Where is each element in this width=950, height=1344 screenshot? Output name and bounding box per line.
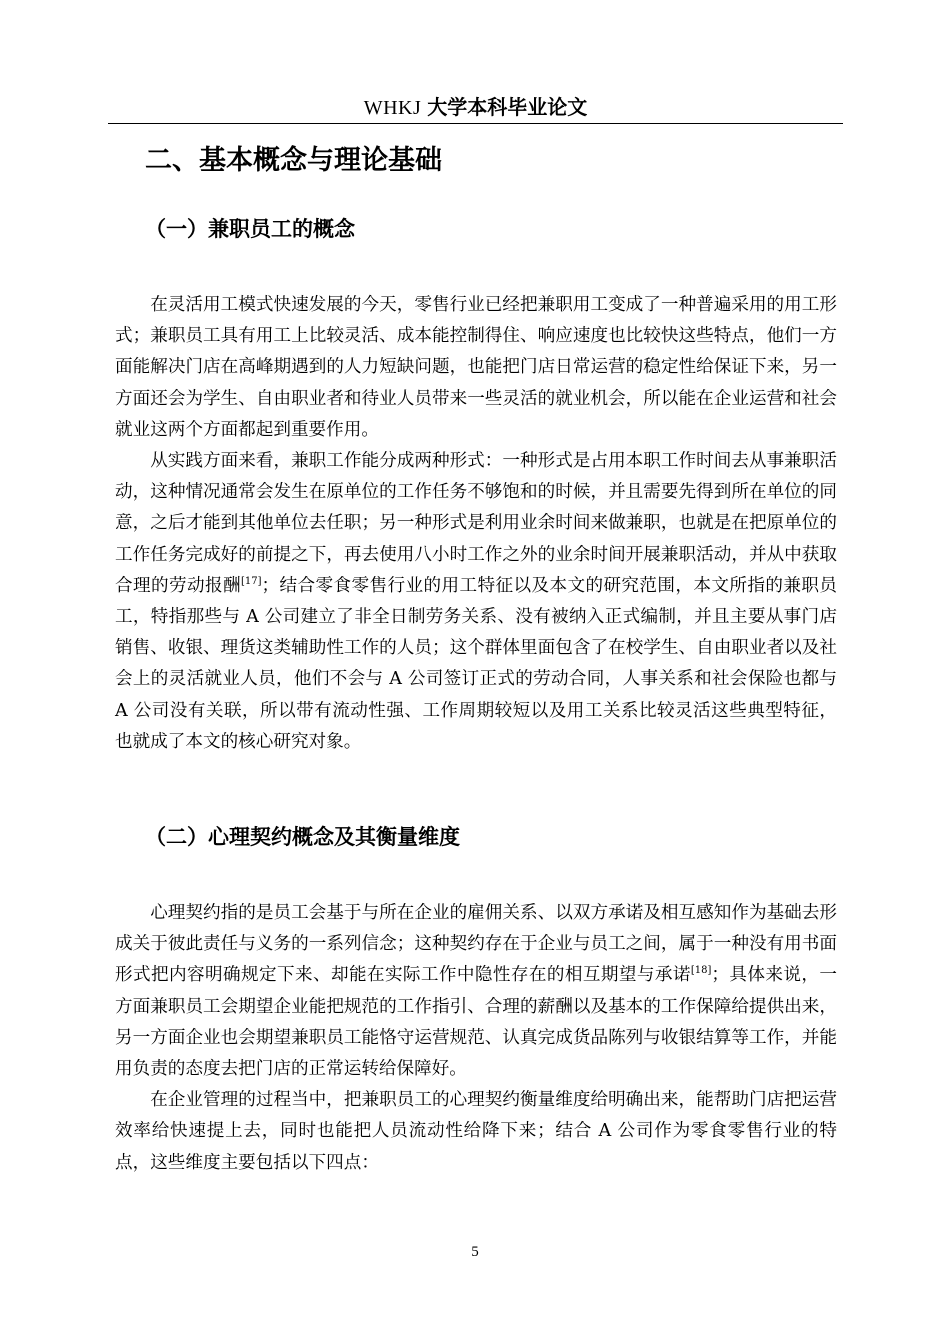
chapter-title: 二、基本概念与理论基础 [145, 145, 442, 176]
header-divider [108, 123, 843, 124]
section2-body [115, 898, 837, 1179]
section-heading-psychological-contract: （二）心理契约概念及其衡量维度 [145, 825, 460, 849]
section1-body [115, 290, 837, 758]
header-thesis-title: 大学本科毕业论文 [427, 95, 588, 119]
paragraph-text: 从实践方面来看，兼职工作能分成两种形式：一种形式是占用本职工作时间去从事兼职活动，这种情况通常会发生在原单位的工作任务不够饱和的时候，并且需要先得到所在单位的同意，之后才能到其他单位去任职；另一种形式是利用业余时间来做兼职，也就是在把原单位的工作任务完成好的前提之下，再去使用八小时工作之外的业余时间开展兼职活动，并从中获取合理的劳动报酬 [115, 451, 837, 596]
paragraph-text: 心理契约指的是员工会基于与所在企业的雇佣关系、以双方承诺及相互感知作为基础去形成关于彼此责任与义务的一系列信念；这种契约存在于企业与员工之间，属于一种没有用书面形式把内容明确规定下来、却能在实际工作中隐性存在的相互期望与承诺 [115, 903, 837, 986]
page-number: 5 [471, 1244, 479, 1260]
citation-marker: [18] [690, 965, 712, 977]
header-school-name: WHKJ [363, 97, 422, 119]
paragraph-text: ；结合零食零售行业的用工特征以及本文的研究范围，本文所指的兼职员工，特指那些与 A 公司建立了非全日制劳务关系、没有被纳入正式编制，并且主要从事门店销售、收银、理货这类辅助性工作的人员；这个群体里面包含了在校学生、自由职业者以及社会上的灵活就业人员，他们不会与 A 公司签订正式的劳动合同，人事关系和社会保险也都与 A 公司没有关联，所以带有流动性强、工作周期较短以及用工关系比较灵活这些典型特征，也就成了本文的核心研究对象。 [115, 575, 837, 752]
page-header [108, 92, 843, 122]
paragraph-text: ；具体来说，一方面兼职员工会期望企业能把规范的工作指引、合理的薪酬以及基本的工作保障给提供出来，另一方面企业也会期望兼职员工能恪守运营规范、认真完成货品陈列与收银结算等工作，并能用负责的态度去把门店的正常运转给保障好。 [115, 965, 837, 1080]
paragraph [115, 446, 837, 758]
paragraph [115, 898, 837, 1085]
paragraph: 在企业管理的过程当中，把兼职员工的心理契约衡量维度给明确出来，能帮助门店把运营效率给快速提上去，同时也能把人员流动性给降下来；结合 A 公司作为零食零售行业的特点，这些维度主要包括以下四点： [115, 1090, 837, 1173]
paragraph: 在灵活用工模式快速发展的今天，零售行业已经把兼职用工变成了一种普遍采用的用工形式；兼职员工具有用工上比较灵活、成本能控制得住、响应速度也比较快这些特点，他们一方面能解决门店在高峰期遇到的人力短缺问题，也能把门店日常运营的稳定性给保证下来，另一方面还会为学生、自由职业者和待业人员带来一些灵活的就业机会，所以能在企业运营和社会就业这两个方面都起到重要作用。 [115, 295, 837, 440]
section-heading-part-time-employees: （一）兼职员工的概念 [145, 217, 355, 241]
citation-marker: [17] [240, 575, 262, 587]
